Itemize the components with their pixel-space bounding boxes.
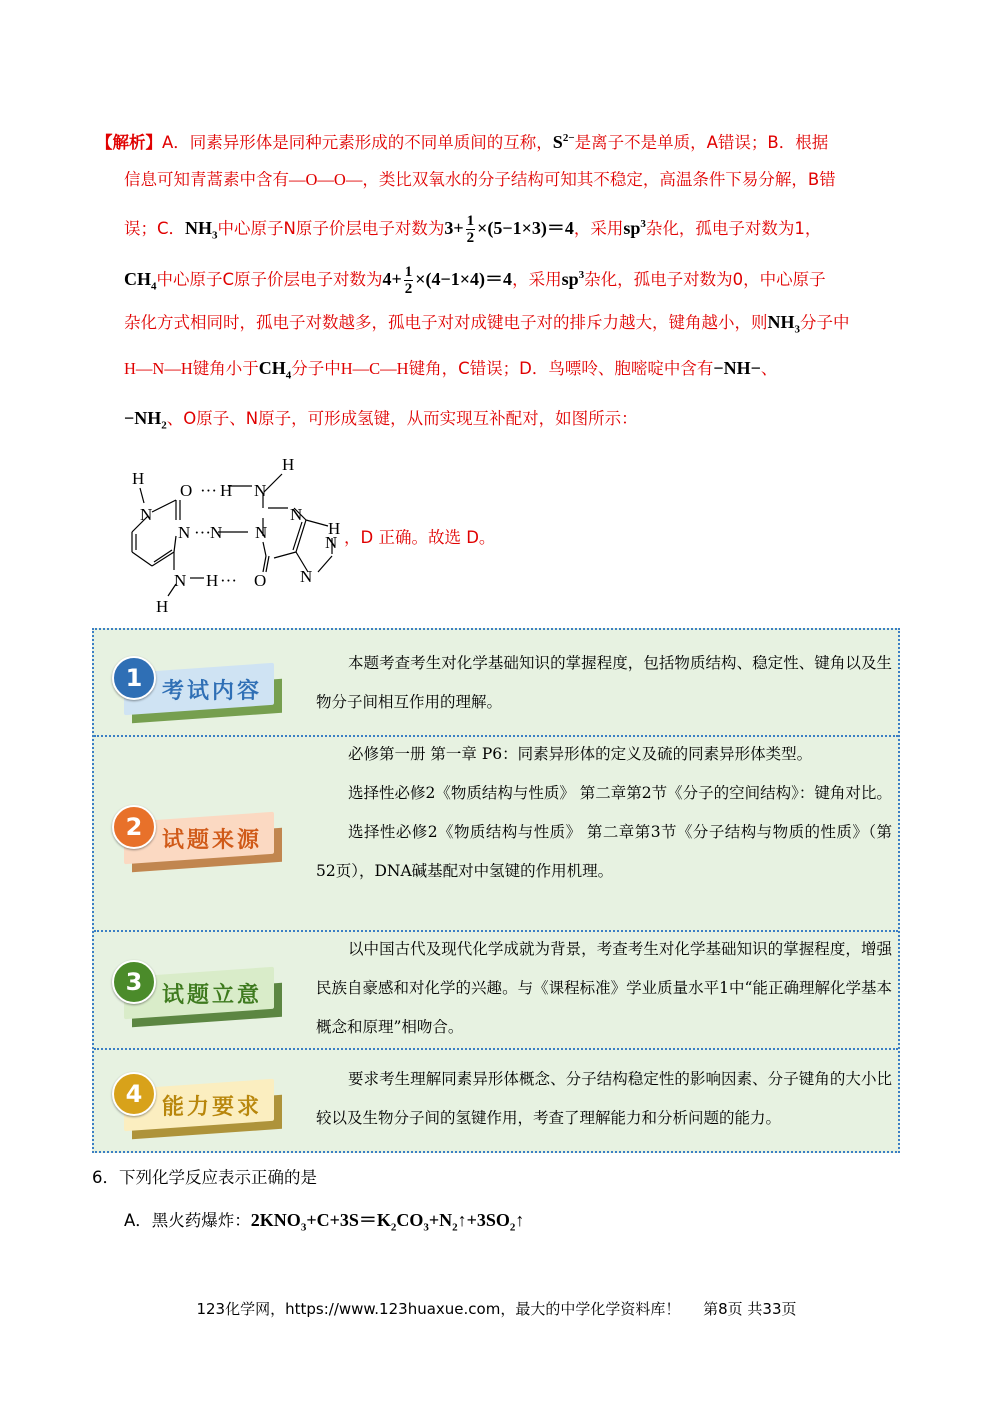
formula-nh3: [185, 218, 218, 242]
eq-part: 2KNO: [250, 1210, 301, 1230]
badge: [110, 960, 280, 1020]
frac-den: 2: [404, 281, 413, 298]
atom-h: H: [156, 597, 169, 616]
badge: [110, 656, 280, 716]
badge: [110, 1072, 280, 1132]
eq-part: ×(5−1×3)＝4: [477, 218, 574, 238]
text: 原子价层电子对数为: [234, 270, 383, 289]
row-text: [316, 644, 892, 722]
formula-sp3: [623, 218, 646, 238]
eq-part: 4+: [382, 269, 402, 289]
text: 原子价层电子对数为: [295, 219, 445, 238]
analysis-line-6: [124, 356, 777, 388]
eq-sub: 3: [423, 1221, 429, 1234]
info-table: [92, 628, 900, 1153]
text: 错误；B．根据: [717, 133, 829, 152]
paragraph: 以中国古代及现代化学成就为背景，考查考生对化学基础知识的掌握程度，增强民族自豪感和对化学的兴趣。与《课程标准》学业质量水平1中“能正确理解化学基本概念和原理”相吻合。: [316, 940, 892, 1036]
text: 杂化，孤电子对数为: [645, 219, 795, 238]
text: O: [183, 409, 197, 428]
info-row-exam-content: [94, 630, 898, 737]
text: 杂化，孤电子对数为: [584, 270, 733, 289]
formula-sup: 3: [640, 218, 646, 230]
formula-sup: 3: [578, 269, 585, 281]
bond-hch: H—C—H: [340, 359, 409, 378]
text: 是离子不是单质，: [574, 133, 707, 152]
text: 信息可知青蒿素中含有: [124, 170, 289, 189]
row-text: [316, 735, 892, 891]
formula-sub: 4: [285, 369, 292, 382]
atom-labels: [132, 455, 340, 616]
text: 键角，: [408, 359, 459, 378]
text: 错: [819, 170, 836, 189]
formula-nh3: [767, 312, 801, 336]
eq-part: +C+3S＝K: [306, 1210, 391, 1230]
analysis-line-2: [124, 168, 836, 192]
eq-part: ×(4−1×4)＝4: [415, 269, 513, 289]
text: B: [807, 170, 820, 189]
text: N: [283, 219, 296, 238]
equation-nh3: [444, 213, 574, 247]
question-stem: 6．下列化学反应表示正确的是: [92, 1168, 317, 1187]
text: 错误；D．鸟嘌呤、胞嘧啶中含有: [469, 359, 714, 378]
formula-sub: 4: [151, 280, 157, 293]
paragraph: 本题考查考生对化学基础知识的掌握程度，包括物质结构、稳定性、键角以及生物分子间相互作用的理解。: [316, 654, 892, 711]
badge-number: 2: [112, 805, 156, 849]
footer-site: 123化学网，https://www.123huaxue.com，最大的中学化学资料库！: [196, 1300, 681, 1318]
text: 键角小于: [192, 359, 259, 378]
atom-o: O: [180, 481, 193, 500]
text: C: [458, 359, 470, 378]
analysis-line-7: [124, 406, 638, 438]
badge-label: 试题来源: [162, 828, 263, 853]
atom-n: N: [290, 505, 303, 524]
paragraph: 必修第一册 第一章 P6：同素异形体的定义及硫的同素异形体类型。: [348, 745, 813, 763]
analysis-tag: 【解析】: [96, 133, 162, 152]
formula-s2: [553, 132, 575, 152]
text: ，采用: [573, 219, 624, 238]
formula-text: S: [552, 132, 563, 152]
atom-n: N: [178, 523, 191, 542]
eq-sub: 3: [300, 1221, 307, 1234]
paragraph: 选择性必修2《物质结构与性质》 第二章第2节《分子的空间结构》：键角对比。: [348, 784, 892, 802]
text: 中心原子: [156, 270, 223, 289]
analysis-line-4: [124, 263, 826, 299]
base-pair-structure: [118, 448, 348, 618]
row-text: [316, 930, 892, 1047]
eq-sub: 2: [390, 1221, 397, 1234]
frac-num: 1: [466, 213, 475, 230]
atom-n: N: [210, 523, 223, 542]
analysis-line-5: [124, 310, 850, 342]
formula-text: NH: [185, 218, 213, 238]
eq-part: +N: [428, 1210, 453, 1230]
page-footer: [0, 1298, 993, 1319]
bond-hnh: H—N—H: [124, 359, 193, 378]
option-a: [124, 1206, 524, 1234]
text: 0: [732, 270, 744, 289]
formula-sup: 2−: [562, 132, 575, 144]
badge-label: 考试内容: [162, 679, 263, 704]
text: ，类比双氧水的分子结构可知其不稳定，高温条件下易分解，: [362, 170, 808, 189]
text: C: [222, 270, 235, 289]
eq-part: CO: [396, 1210, 424, 1230]
text: 分子中: [291, 359, 341, 378]
badge-number: 1: [112, 656, 156, 700]
equation-ch4: [382, 264, 513, 298]
footer-page-number: 第8页 共33页: [703, 1300, 797, 1318]
info-row-ability: [94, 1048, 898, 1151]
info-row-source: [94, 735, 898, 932]
text: A: [706, 133, 718, 152]
atom-h: H: [132, 469, 145, 488]
badge-number: 3: [112, 960, 156, 1004]
fraction-half: [466, 213, 476, 246]
group-nh: −NH−: [713, 358, 761, 378]
paragraph: 要求考生理解同素异形体概念、分子结构稳定性的影响因素、分子键角的大小比较以及生物分子间的氢键作用，考查了理解能力和分析问题的能力。: [316, 1070, 892, 1127]
badge-number: 4: [112, 1072, 156, 1116]
hbond-dots: ···: [200, 481, 217, 500]
atom-h: H: [282, 455, 295, 474]
formula-text: CH: [124, 269, 151, 289]
badge: [110, 805, 280, 865]
text: 、: [760, 359, 778, 378]
atom-h: H: [206, 571, 219, 590]
text: ，中心原子: [743, 270, 826, 289]
formula-sub: 3: [212, 229, 218, 242]
formula-sp3: [562, 269, 585, 289]
text: ，采用: [512, 270, 562, 289]
atom-n: N: [140, 505, 153, 524]
paragraph: 选择性必修2《物质结构与性质》 第二章第3节《分子结构与物质的性质》（第52页），DNA碱基配对中氢键的作用机理。: [316, 823, 892, 880]
group-nh2: [124, 408, 167, 432]
badge-label: 能力要求: [162, 1095, 263, 1120]
text: N: [245, 409, 259, 428]
formula-sub: 2: [161, 419, 167, 432]
peroxide-group: —O—O—: [289, 170, 363, 189]
eq-part: ↑+3SO: [457, 1210, 510, 1230]
atom-o: O: [254, 571, 267, 590]
text: 原子、: [196, 409, 246, 428]
atom-h: H: [220, 481, 233, 500]
option-a-equation: [250, 1210, 525, 1234]
formula-ch4: [258, 358, 292, 382]
formula-text: NH: [767, 312, 795, 332]
badge-label: 试题立意: [162, 983, 263, 1008]
formula-text: sp: [561, 269, 579, 289]
atom-n: N: [254, 481, 267, 500]
text: 杂化方式相同时，孤电子对数越多，孤电子对对成键电子对的排斥力越大，键角越小，则: [124, 313, 768, 332]
text: A．同素异形体是同种元素形成的不同单质间的互称，: [162, 133, 553, 152]
formula-ch4: [124, 269, 157, 293]
atom-n: N: [325, 533, 338, 552]
formula-sub: 3: [794, 323, 800, 336]
analysis-line-1: [96, 126, 828, 155]
analysis-line-3: [124, 212, 821, 248]
text: 误；C．: [124, 219, 186, 238]
text: 1，: [794, 219, 822, 238]
eq-part: 3+: [444, 218, 464, 238]
frac-den: 2: [466, 230, 475, 247]
text: 、: [166, 409, 184, 428]
atom-n: N: [255, 523, 268, 542]
formula-text: CH: [258, 358, 286, 378]
text: 分子中: [800, 313, 850, 332]
structure-caption: ，D 正确。故选 D。: [344, 528, 496, 547]
text: 中心原子: [217, 219, 284, 238]
atom-h: H: [328, 519, 341, 538]
option-a-label: A．黑火药爆炸：: [124, 1211, 251, 1230]
text: 原子，可形成氢键，从而实现互补配对，如图所示：: [258, 409, 638, 428]
hbond-dots: ···: [194, 523, 211, 542]
eq-sub: 2: [452, 1221, 458, 1234]
row-text: [316, 1060, 892, 1138]
fraction-half: [404, 264, 414, 297]
formula-text: −NH: [124, 408, 162, 428]
atom-n: N: [174, 571, 187, 590]
formula-text: sp: [623, 218, 641, 238]
hbond-dots: ···: [220, 571, 237, 590]
eq-sub: 2: [509, 1221, 516, 1234]
eq-part: ↑: [515, 1210, 525, 1230]
atom-n: N: [300, 567, 313, 586]
frac-num: 1: [404, 264, 413, 281]
info-row-intent: [94, 930, 898, 1050]
